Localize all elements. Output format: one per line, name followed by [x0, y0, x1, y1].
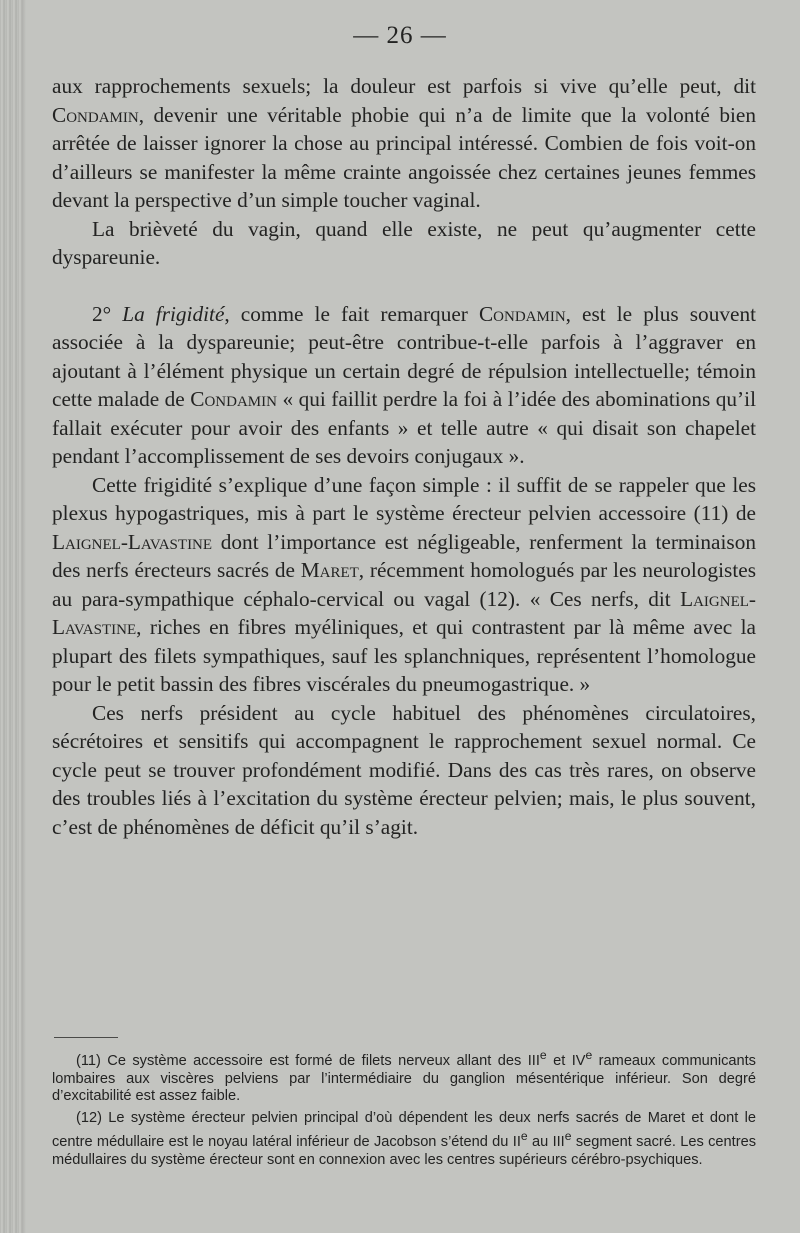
text-run: et IV [546, 1052, 586, 1069]
footnote-separator [54, 1037, 118, 1038]
paragraph [52, 471, 756, 699]
paragraph [52, 72, 756, 215]
footnote [52, 1110, 756, 1169]
author-name: Maret [300, 558, 359, 582]
superscript: e [585, 1048, 593, 1062]
text-run: segment sacré. Les centres médullaires du système érecteur sont en connexion avec les centres supérieurs cérébro-psychiques. [52, 1133, 756, 1168]
footnote [52, 1047, 756, 1106]
author-name: Condamin [52, 102, 139, 127]
page-number: — 26 — [353, 22, 447, 49]
text-run: (11) Ce système accessoire est formé de filets nerveux allant des III [76, 1052, 540, 1069]
paragraph [52, 699, 756, 842]
superscript: e [520, 1129, 528, 1144]
author-name: Condamin [190, 387, 277, 411]
text-run: dont l’importance est négligeable, renferment la terminaison des nerfs érecteurs sacrés de [52, 529, 756, 582]
italic-term: La frigidité [122, 301, 225, 326]
body-text [52, 72, 756, 841]
text-run [111, 302, 122, 326]
text-run: , est le plus souvent associée à la dyspareunie; peut-être contribue-t-elle parfois à l’aggraver en ajoutant à l’élément physique un certain degré de répulsion intellectuelle; témoin cette malade de [52, 301, 757, 411]
superscript: e [564, 1129, 572, 1144]
text-run: , devenir une véritable phobie qui n’a de limite que la volonté bien arrêtée de laisser ignorer la chose au principal intéressé. Combien de fois voit-on d’ailleurs se manifester la même crainte angoissée chez certaines jeunes femmes devant la perspective d’un simple toucher vaginal. [52, 102, 756, 212]
text-run: aux rapprochements sexuels; la douleur est parfois si vive qu’elle peut, dit [52, 74, 756, 98]
text-run: Ces nerfs président au cycle habituel des phénomènes circulatoires, sécrétoires et sensitifs qui accompagnent le rapprochement sexuel normal. Ce cycle peut se trouver profondément modifié. Dans des cas très rares, on observe des troubles liés à l’excitation du système érecteur pelvien; mais, le plus souvent, c’est de phénomènes de déficit qu’il s’agit. [52, 700, 756, 839]
author-name: Condamin [478, 301, 566, 326]
author-name: Laignel-Lavastine [52, 586, 756, 639]
text-run: « qui faillit perdre la foi à l’idée des abominations qu’il fallait exécuter pour avoir des enfants » et telle autre « qui disait son chapelet pendant l’accomplissement de ses devoirs conjugaux ». [52, 387, 756, 468]
paragraph [52, 215, 756, 272]
text-run: , comme le fait remarquer [224, 301, 479, 326]
text-run: Cette frigidité s’explique d’une façon simple : il suffit de se rappeler que les plexus hypogastriques, mis à part le système érecteur pelvien accessoire (11) de [52, 472, 756, 525]
text-run: (12) Le système érecteur pelvien principal d’où dépendent les deux nerfs sacrés de Maret et dont le centre médullaire est le noyau latéral inférieur de Jacobson s’étend du II [52, 1110, 756, 1150]
superscript: e [539, 1048, 547, 1062]
text-run: au III [527, 1133, 565, 1150]
text-run: rameaux communicants lombaires aux viscères pelviens par l’intermédiaire du ganglion mésentérique inférieur. Son degré d’excitabilité est assez faible. [52, 1052, 756, 1105]
text-run: , riches en fibres myéliniques, et qui contrastent par là même avec la plupart des filets sympathiques, sauf les splanchniques, représentent l’homologue pour le petit bassin des fibres viscérales du pneumogastrique. » [52, 615, 756, 696]
paragraph [52, 300, 756, 471]
author-name: Laignel-Lavastine [52, 529, 213, 554]
footnotes [52, 1047, 756, 1174]
text-run: , récemment homologués par les neurologistes au para-sympathique céphalo-cervical ou vagal (12). « Ces nerfs, dit [52, 558, 756, 611]
text-run: La brièveté du vagin, quand elle existe, ne peut qu’augmenter cette dyspareunie. [52, 216, 756, 269]
text-run: 2° [92, 301, 112, 326]
